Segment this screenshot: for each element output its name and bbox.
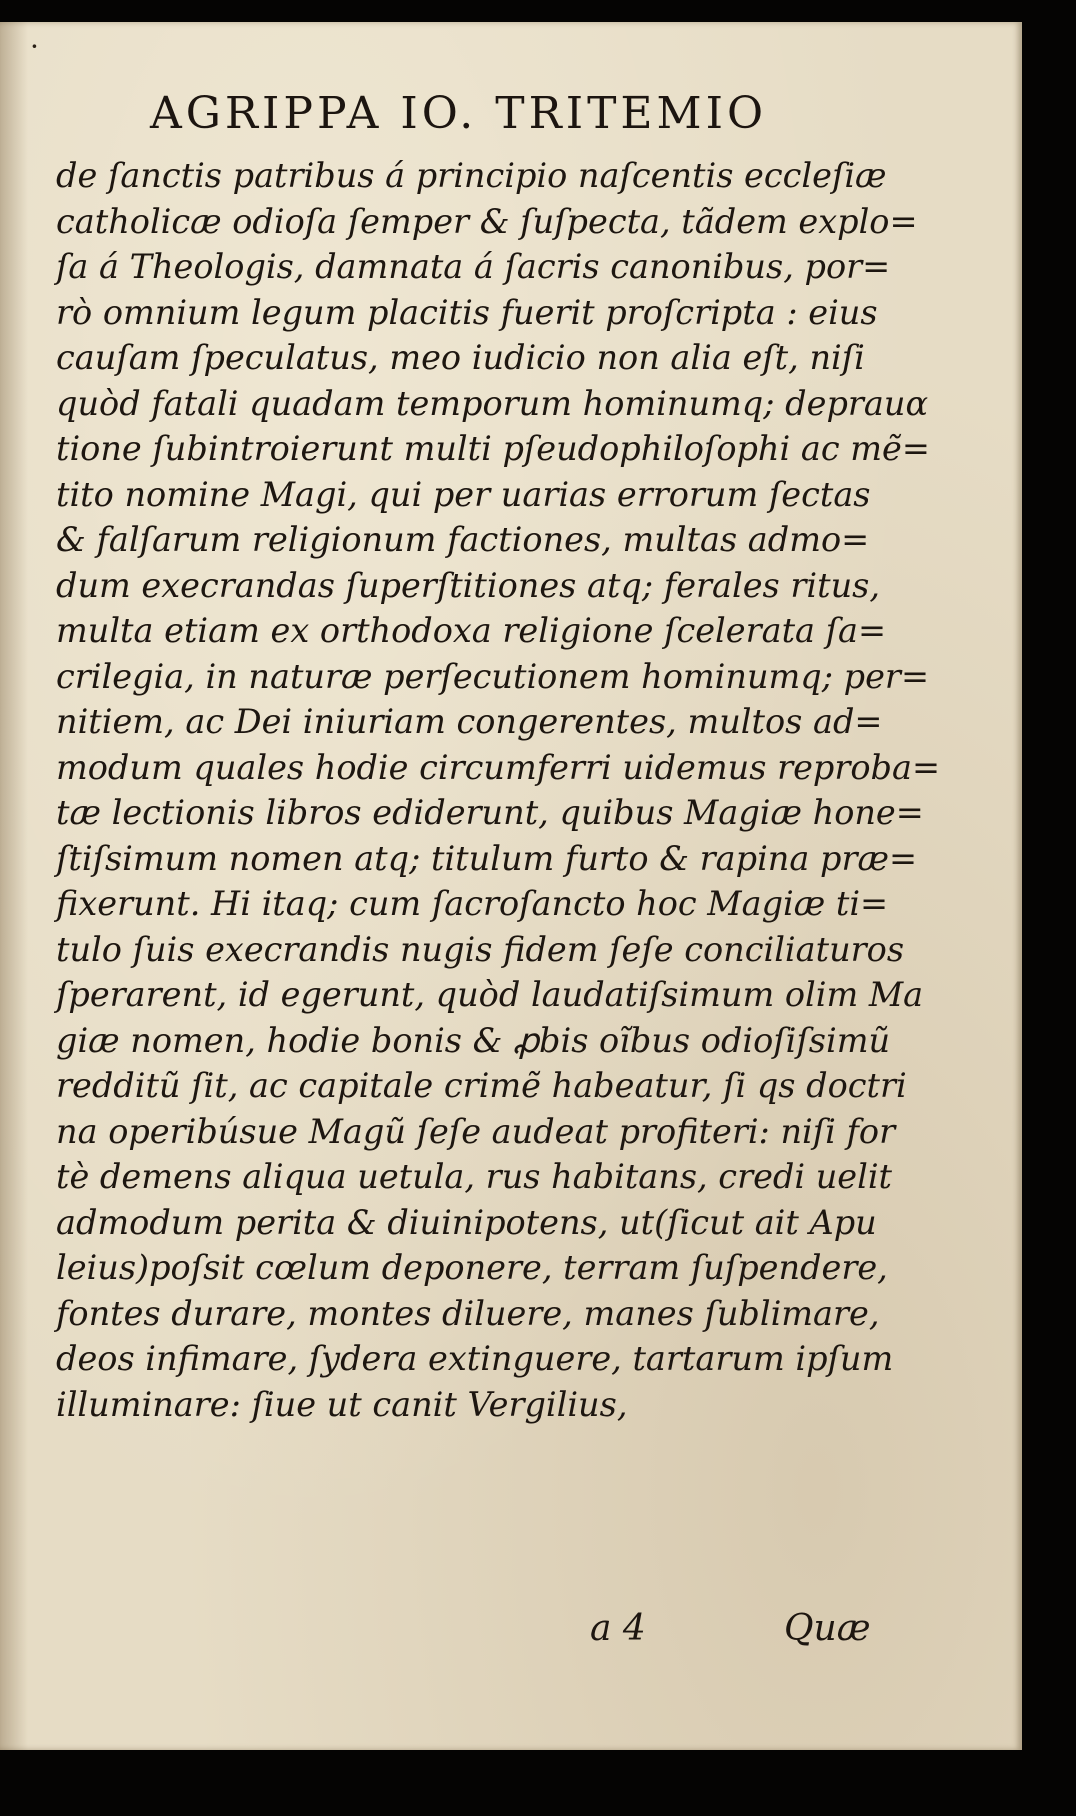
running-head: AGRIPPA IO. TRITEMIO [150, 88, 768, 139]
text-line: modum quales hodie circumferri uidemus reproba= [56, 747, 941, 787]
text-line: leius)poſsit cœlum deponere, terram ſuſpendere, [56, 1248, 888, 1287]
text-line: cauſam ſpeculatus, meo iudicio non alia eſt, niſi [56, 338, 865, 377]
text-line: de ſanctis patribus á principio naſcentis eccleſiæ [56, 156, 887, 195]
text-line: catholicæ odioſa ſemper & ſuſpecta, tãdem explo= [56, 201, 918, 241]
text-line: ſa á Theologis, damnata á ſacris canonibus, por= [56, 247, 891, 286]
text-line: redditũ ſit, ac capitale crimẽ habeatur, ſi qs doctri [56, 1066, 907, 1105]
text-line: tulo ſuis execrandis nugis fidem ſeſe conciliaturos [56, 929, 905, 969]
text-line: tione ſubintroierunt multi pſeudophiloſophi ac mẽ= [56, 429, 930, 468]
text-line: quòd fatali quadam temporum hominumq; deprauα [56, 383, 929, 423]
text-line: tito nomine Magi, qui per uarias errorum ſectas [56, 474, 871, 514]
signature-mark: a 4 [590, 1608, 646, 1649]
text-line: deos infimare, ſydera extinguere, tartarum ipſum [56, 1339, 894, 1378]
text-line: multa etiam ex orthodoxa religione ſcelerata ſa= [56, 611, 887, 650]
gutter-shadow [0, 22, 28, 1750]
text-line: illuminare: ſiue ut canit Vergilius, [56, 1384, 628, 1424]
text-line: fixerunt. Hi itaq; cum ſacroſancto hoc Magiæ ti= [56, 884, 889, 923]
catchword: Quæ [784, 1608, 871, 1649]
text-line: crilegia, in naturæ perſecutionem hominumq; per= [56, 656, 930, 696]
text-line: nitiem, ac Dei iniuriam congerentes, multos ad= [56, 702, 883, 741]
text-line: giæ nomen, hodie bonis & ꝓbis oĩbus odioſiſsimũ [56, 1020, 891, 1060]
stray-ink-mark: · [30, 30, 39, 63]
text-line: dum execrandas ſuperſtitiones atq; ferales ritus, [56, 565, 880, 605]
text-line: rò omnium legum placitis fuerit proſcripta : eius [56, 292, 878, 332]
text-line: ſtiſsimum nomen atq; titulum furto & rapina præ= [56, 838, 918, 878]
text-line: na operibúsue Magũ ſeſe audeat profiteri: niſi for [56, 1111, 896, 1151]
text-line: tæ lectionis libros ediderunt, quibus Magiæ hone= [56, 793, 924, 832]
text-line: & falſarum religionum factiones, multas admo= [56, 520, 870, 559]
text-line: ſperarent, id egerunt, quòd laudatiſsimum olim Ma [56, 975, 924, 1014]
text-line: admodum perita & diuinipotens, ut(ſicut ait Apu [56, 1202, 877, 1242]
text-line: fontes durare, montes diluere, manes ſublimare, [56, 1293, 880, 1333]
text-line: tè demens aliqua uetula, rus habitans, credi uelit [56, 1157, 893, 1196]
